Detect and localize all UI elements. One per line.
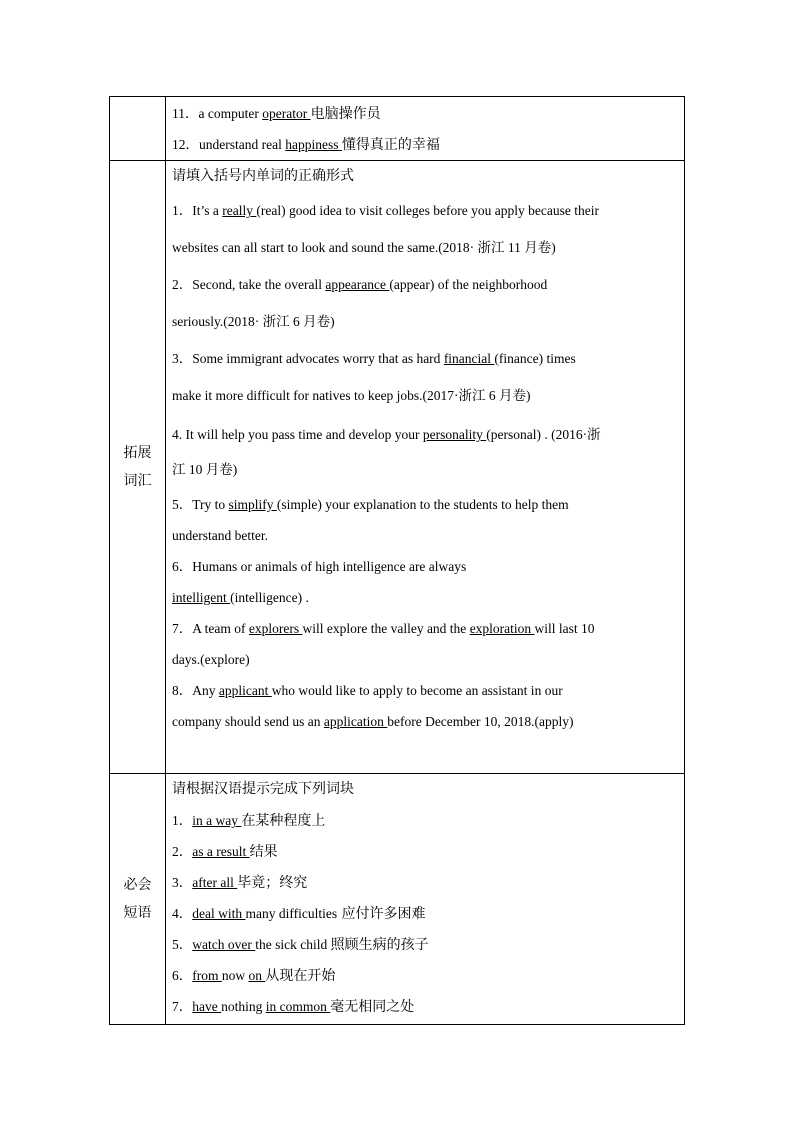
row3-content-cell (166, 774, 685, 1025)
table-row-3 (110, 774, 685, 1025)
sentence-8-cont: company should send us an application before December 10, 2018.(apply) (172, 714, 574, 729)
answer-blank: in a way (192, 813, 242, 828)
item-12: 12．understand real happiness 懂得真正的幸福 (172, 137, 440, 153)
answer-blank: intelligent (172, 590, 231, 605)
sentence-2: 2．Second, take the overall appearance (appear) of the neighborhood (172, 277, 548, 292)
sentence-7: 7．A team of explorers will explore the valley and the exploration will last 10 (172, 621, 595, 636)
section-label-line2: 短语 (123, 905, 152, 921)
answer-blank: personality (422, 427, 487, 442)
section-heading: 请填入括号内单词的正确形式 (172, 168, 354, 184)
sentence-7-cont: days.(explore) (172, 652, 250, 667)
sentence-1: 1．It’s a really (real) good idea to visit colleges before you apply because their (172, 203, 599, 218)
sentence-1-cont: websites can all start to look and sound the same.(2018· 浙江 11 月卷) (172, 240, 556, 255)
phrase-5: 5．watch over the sick child 照顾生病的孩子 (172, 937, 429, 953)
answer-blank: financial (443, 351, 495, 366)
answer-blank: have (192, 999, 222, 1014)
phrase-1: 1．in a way 在某种程度上 (172, 813, 326, 829)
table-row-1 (110, 97, 685, 161)
section-label-line1: 拓展 (123, 445, 152, 461)
answer-blank: in common (265, 999, 331, 1014)
row1-label-cell (110, 97, 166, 161)
sentence-8: 8．Any applicant who would like to apply to become an assistant in our (172, 683, 563, 698)
answer-blank: explorers (248, 621, 303, 636)
phrase-2: 2．as a result 结果 (172, 844, 278, 860)
section-label-line1: 必会 (123, 877, 152, 893)
answer-blank: operator (262, 106, 311, 121)
answer-blank: applicant (218, 683, 272, 698)
item-11: 11．a computer operator 电脑操作员 (172, 106, 381, 122)
sentence-5: 5．Try to simplify (simple) your explanation to the students to help them (172, 497, 569, 512)
answer-blank: appearance (325, 277, 390, 292)
answer-blank: application (323, 714, 388, 729)
answer-blank: watch over (192, 937, 256, 952)
answer-blank: after all (192, 875, 238, 890)
sentence-4: 4. It will help you pass time and develop your personality (personal) . (2016·浙 (172, 427, 601, 442)
sentence-3: 3．Some immigrant advocates worry that as hard financial (finance) times (172, 351, 576, 366)
sentence-2-cont: seriously.(2018· 浙江 6 月卷) (172, 314, 335, 329)
row1-content-cell (166, 97, 685, 161)
row3-label-cell (110, 774, 166, 1025)
answer-blank: deal with (192, 906, 246, 921)
phrase-4: 4．deal with many difficulties 应付许多困难 (172, 906, 426, 922)
sentence-3-cont: make it more difficult for natives to keep jobs.(2017·浙江 6 月卷) (172, 388, 531, 403)
sentence-6: 6．Humans or animals of high intelligence are always (172, 559, 467, 574)
phrase-7: 7．have nothing in common 毫无相同之处 (172, 999, 415, 1015)
table-row-2 (110, 161, 685, 774)
answer-blank: really (222, 203, 257, 218)
section-label-line2: 词汇 (123, 473, 152, 489)
row2-content-cell (166, 161, 685, 774)
answer-blank: exploration (469, 621, 535, 636)
section-heading: 请根据汉语提示完成下列词块 (172, 781, 354, 797)
answer-blank: as a result (192, 844, 250, 859)
phrase-6: 6．from now on 从现在开始 (172, 968, 336, 984)
answer-blank: simplify (228, 497, 277, 512)
phrase-3: 3．after all 毕竟；终究 (172, 875, 308, 891)
row2-label-cell (110, 161, 166, 774)
exercise-table (109, 96, 685, 1025)
sentence-5-cont: understand better. (172, 528, 268, 543)
sentence-4-cont: 江 10 月卷) (172, 462, 238, 477)
sentence-6-cont: intelligent (intelligence) . (172, 590, 309, 605)
answer-blank: on (248, 968, 266, 983)
answer-blank: happiness (285, 137, 342, 152)
answer-blank: from (192, 968, 222, 983)
